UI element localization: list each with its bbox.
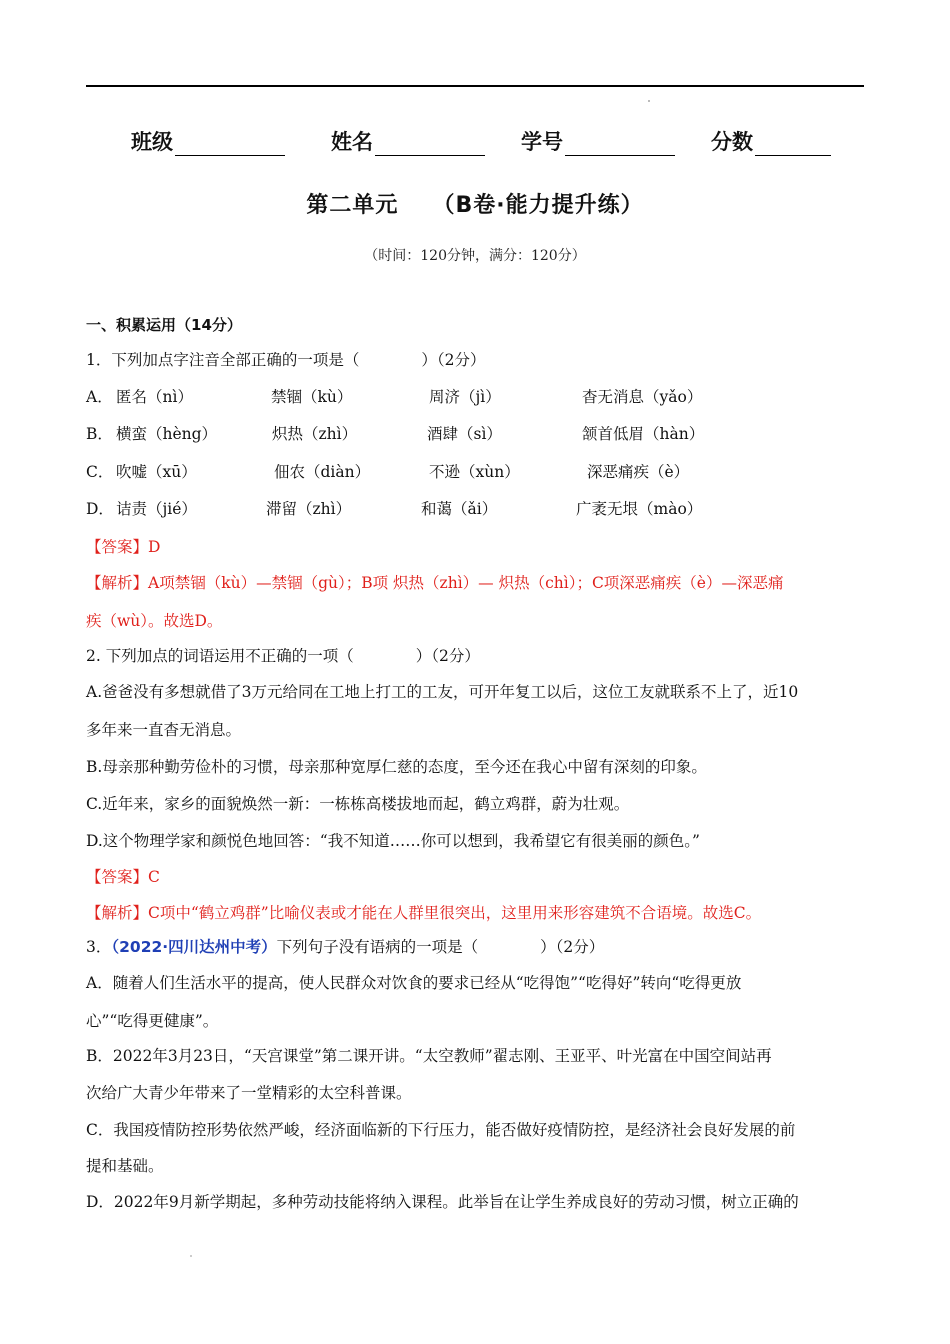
class-label: 班级 (131, 130, 173, 154)
q1-analysis: 【解析】A项禁锢（kù）—禁锢（gù）；B项 炽热（zhì）— 炽热（chì）；C项深恶痛疾（è）—深恶痛 (86, 574, 784, 592)
number-blank[interactable] (565, 133, 675, 156)
q1-option-c-item: 不逊（xùn） (429, 463, 520, 481)
q2-option-b: B.母亲那种勤劳俭朴的习惯，母亲那种宽厚仁慈的态度，至今还在我心中留有深刻的印象。 (86, 758, 707, 776)
page-title (0, 188, 950, 219)
scan-speck (190, 1255, 192, 1257)
q2-option-d: D.这个物理学家和颜悦色地回答：“我不知道……你可以想到，我希望它有很美丽的颜色。” (86, 832, 700, 850)
title-sub: （B卷·能力提升练） (432, 193, 644, 218)
student-info-row (0, 126, 950, 160)
number-field (521, 126, 675, 156)
q1-option-d-label: D． (86, 500, 114, 518)
question-1-stem: 1．下列加点字注音全部正确的一项是（ ）（2分） (86, 351, 486, 369)
number-label: 学号 (521, 130, 563, 154)
q2-option-c: C.近年来，家乡的面貌焕然一新：一栋栋高楼拔地而起，鹤立鸡群，蔚为壮观。 (86, 795, 630, 813)
q1-option-d-item: 和蔼（ǎi） (421, 500, 498, 518)
q1-option-c-label: C． (86, 463, 114, 481)
q3-stem-text: 下列句子没有语病的一项是（ ）（2分） (276, 938, 605, 956)
q1-option-a-item: 周济（jì） (429, 388, 501, 406)
score-label: 分数 (711, 130, 753, 154)
q3-option-b: B．2022年3月23日，“天宫课堂”第二课开讲。“太空教师”翟志刚、王亚平、叶光富在中国空间站再 (86, 1047, 772, 1065)
q1-option-c-item: 深恶痛疾（è） (587, 463, 690, 481)
q1-option-a-item: 杳无消息（yǎo） (582, 388, 703, 406)
title-main: 第二单元 (306, 193, 399, 218)
q1-option-d-item: 广袤无垠（mào） (576, 500, 703, 518)
q3-option-c: C．我国疫情防控形势依然严峻，经济面临新的下行压力，能否做好疫情防控，是经济社会良好发展的前 (86, 1121, 796, 1139)
q3-option-b: 次给广大青少年带来了一堂精彩的太空科普课。 (86, 1084, 412, 1102)
q1-option-a-label: A． (86, 388, 113, 406)
exam-time-info: （时间：120分钟，满分：120分） (364, 248, 586, 264)
q3-number: 3． (86, 938, 112, 956)
q3-source: （2022·四川达州中考） (111, 938, 277, 956)
q1-option-a-item: 禁锢（kù） (271, 388, 353, 406)
name-blank[interactable] (375, 133, 485, 156)
question-3-stem (86, 936, 604, 958)
q2-analysis: 【解析】C项中“鹤立鸡群”比喻仪表或才能在人群里很突出，这里用来形容建筑不合语境。故选C。 (86, 904, 762, 922)
q1-option-c-item: 吹嘘（xū） (116, 463, 197, 481)
q3-option-c: 提和基础。 (86, 1157, 164, 1175)
q1-answer: 【答案】D (86, 538, 161, 556)
q3-option-a: A．随着人们生活水平的提高，使人民群众对饮食的要求已经从“吃得饱”“吃得好”转向“吃得更放 (86, 974, 742, 992)
q1-option-b-item: 酒肆（sì） (427, 425, 502, 443)
q1-option-b-item: 炽热（zhì） (272, 425, 358, 443)
score-blank[interactable] (755, 133, 831, 156)
q2-answer: 【答案】C (86, 868, 160, 886)
q2-option-a: A.爸爸没有多想就借了3万元给同在工地上打工的工友，可开年复工以后，这位工友就联系不上了，近10 (86, 683, 799, 701)
q2-option-a: 多年来一直杳无消息。 (86, 721, 242, 739)
q1-option-a-item: 匿名（nì） (116, 388, 193, 406)
name-label: 姓名 (331, 130, 373, 154)
q1-option-b-item: 颔首低眉（hàn） (582, 425, 705, 443)
q1-option-d-item: 滞留（zhì） (266, 500, 352, 518)
section-heading: 一、积累运用（14分） (86, 316, 242, 334)
top-rule (86, 85, 864, 87)
class-blank[interactable] (175, 133, 285, 156)
scan-speck (648, 100, 650, 102)
question-2-stem: 2. 下列加点的词语运用不正确的一项（ ）（2分） (86, 647, 480, 665)
q3-option-d: D．2022年9月新学期起，多种劳动技能将纳入课程。此举旨在让学生养成良好的劳动习惯，树立正确的 (86, 1193, 799, 1211)
name-field (331, 126, 485, 156)
q1-option-b-label: B． (86, 425, 113, 443)
q3-option-a: 心”“吃得更健康”。 (86, 1012, 219, 1030)
class-field (131, 126, 285, 156)
q1-option-d-item: 诘责（jié） (116, 500, 197, 518)
q1-option-c-item: 佃农（diàn） (274, 463, 371, 481)
score-field (711, 126, 831, 156)
q1-analysis: 疾（wù）。故选D。 (86, 612, 223, 630)
q1-option-b-item: 横蛮（hèng） (116, 425, 218, 443)
